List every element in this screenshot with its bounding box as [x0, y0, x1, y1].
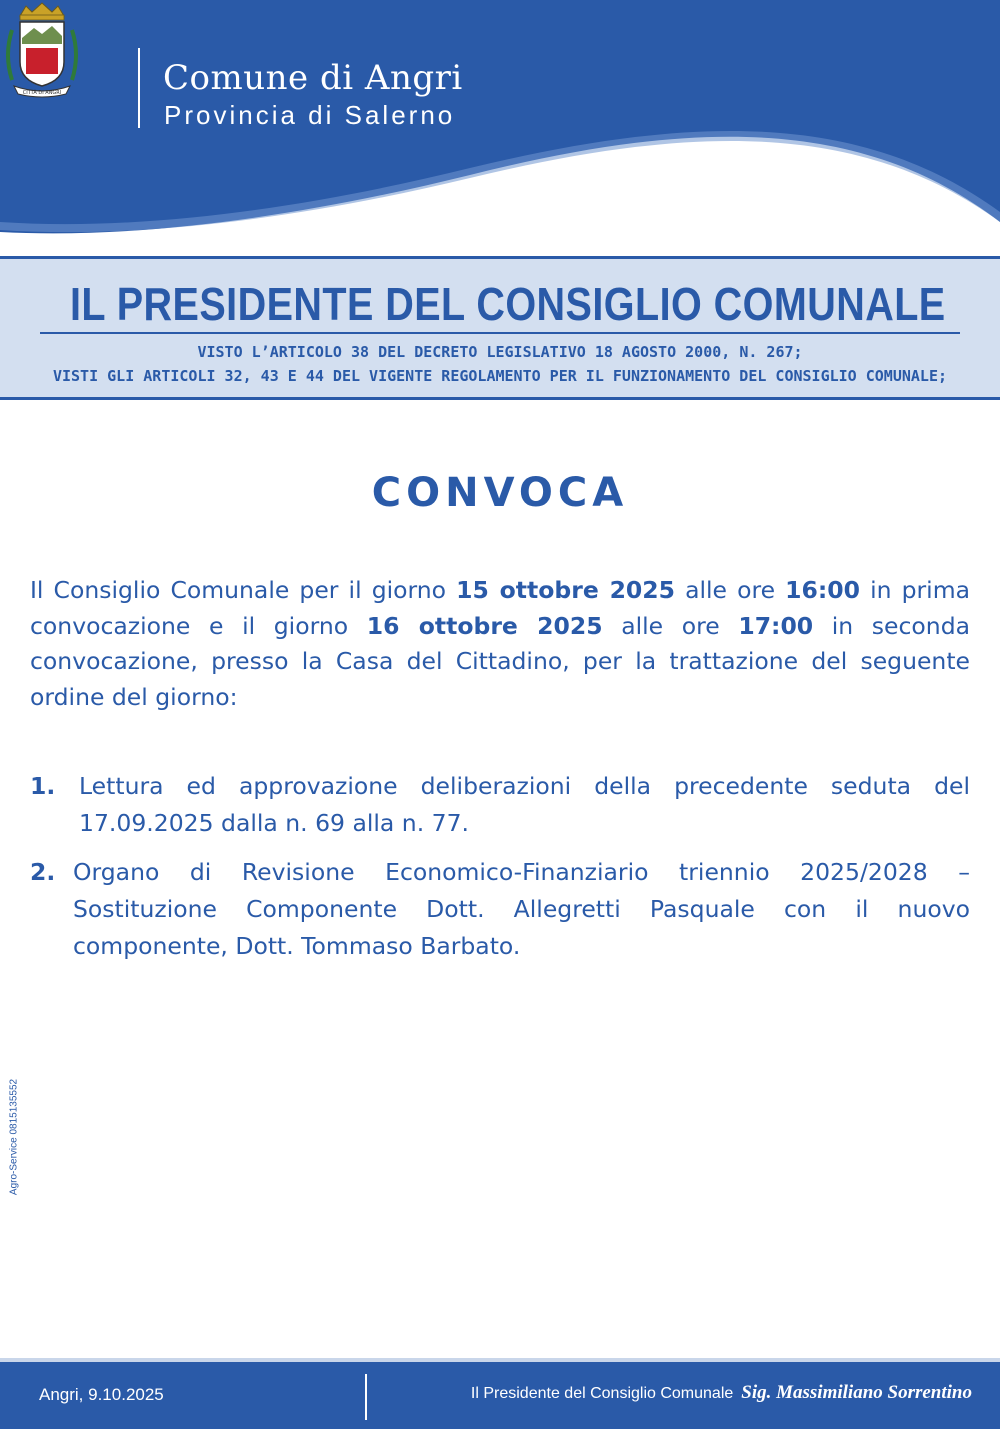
printer-credit-text: Agro-Service 0815135552: [8, 1078, 20, 1196]
header-wave: [0, 0, 1000, 260]
convocation-paragraph: [30, 573, 970, 715]
legal-reference-2: VISTI GLI ARTICOLI 32, 43 E 44 DEL VIGENTE REGOLAMENTO PER IL FUNZIONAMENTO DEL CONSIGLIO COMUNALE;: [52, 367, 948, 385]
first-date: 15 ottobre 2025: [456, 576, 675, 604]
title-rule: [40, 332, 960, 334]
header-divider: [138, 48, 140, 128]
footer: [0, 1362, 1000, 1429]
printer-credit: [3, 1072, 25, 1202]
header: [0, 0, 1000, 260]
paragraph-text: in seconda convocazione, presso la Casa del Cittadino, per la trattazione del seguente ordine del giorno:: [30, 611, 971, 711]
coat-of-arms-icon: [0, 0, 84, 100]
convoca-heading: CONVOCA: [371, 470, 629, 516]
agenda-item: [30, 768, 970, 842]
footer-divider: [365, 1374, 367, 1420]
agenda-item-number: 2.: [30, 858, 56, 886]
first-time: 16:00: [785, 576, 860, 604]
footer-date: Angri, 9.10.2025: [39, 1385, 164, 1404]
province-name: Provincia di Salerno: [164, 100, 456, 130]
agenda-item-number: 1.: [30, 772, 56, 800]
legal-reference-1: VISTO L’ARTICOLO 38 DEL DECRETO LEGISLATIVO 18 AGOSTO 2000, N. 267;: [197, 343, 803, 361]
paragraph-text: Il Consiglio Comunale per il giorno: [30, 576, 457, 604]
agenda-item-text: Lettura ed approvazione deliberazioni della precedente seduta del 17.09.2025 dalla n. 69 alla n. 77.: [79, 772, 970, 837]
footer-signature: [471, 1382, 972, 1404]
paragraph-text: alle ore: [602, 611, 739, 640]
second-date: 16 ottobre 2025: [366, 611, 603, 640]
signatory-role: Il Presidente del Consiglio Comunale: [470, 1385, 734, 1402]
paragraph-text: in prima convocazione e il giorno: [30, 576, 971, 640]
second-time: 17:00: [738, 611, 814, 640]
signatory-name: Sig. Massimiliano Sorrentino: [741, 1382, 972, 1403]
svg-text:CITTÀ DI ANGRI: CITTÀ DI ANGRI: [22, 90, 62, 96]
paragraph-text: alle ore: [674, 576, 786, 604]
agenda-item: [30, 854, 970, 965]
agenda-item-text: Organo di Revisione Economico-Finanziario triennio 2025/2028 – Sostituzione Componente Dott. Allegretti Pasquale con il nuovo componente, Dott. Tommaso Barbato.: [73, 858, 970, 960]
municipality-name: Comune di Angri: [163, 58, 463, 98]
title-band: [0, 256, 1000, 400]
page-title: IL PRESIDENTE DEL CONSIGLIO COMUNALE: [70, 278, 946, 330]
